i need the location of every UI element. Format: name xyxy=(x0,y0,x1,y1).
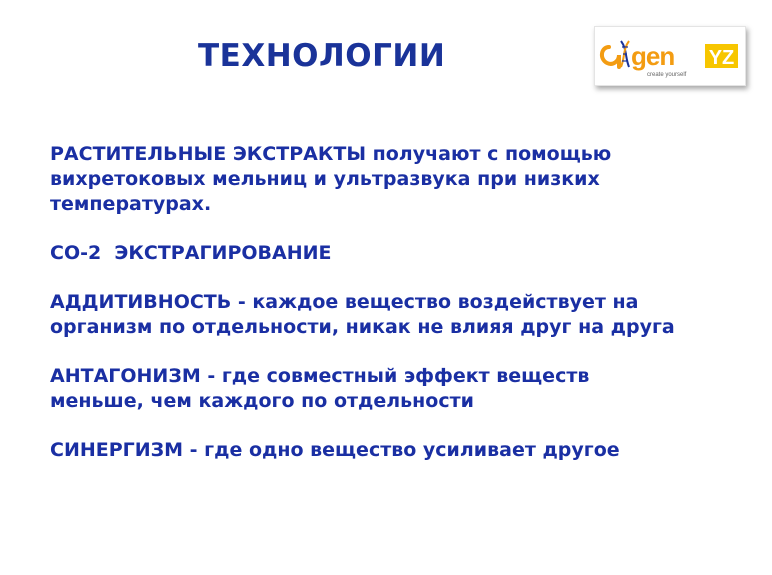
agenyz-logo xyxy=(594,26,746,86)
paragraph-co2-extraction xyxy=(50,241,750,266)
text-line: СИНЕРГИЗМ - где одно вещество усиливает другое xyxy=(50,439,620,461)
logo-letter-g: gen xyxy=(631,41,675,71)
logo-yz-text: YZ xyxy=(708,47,735,69)
agenyz-logo-graphic xyxy=(595,27,745,85)
text-line: меньше, чем каждого по отдельности xyxy=(50,390,474,412)
text-line: вихретоковых мельниц и ультразвука при низких xyxy=(50,168,600,190)
text-line: АДДИТИВНОСТЬ - каждое вещество воздействует на xyxy=(50,291,639,313)
paragraph-antagonism xyxy=(50,364,750,414)
logo-tagline: create yourself xyxy=(647,72,687,78)
text-line: АНТАГОНИЗМ - где совместный эффект веществ xyxy=(50,365,590,387)
text-line: СО-2 ЭКСТРАГИРОВАНИЕ xyxy=(50,242,332,264)
dna-icon xyxy=(602,41,629,67)
slide-content xyxy=(50,142,750,463)
text-line: организм по отдельности, никак не влияя друг на друга xyxy=(50,316,675,338)
text-line: температурах. xyxy=(50,193,212,215)
paragraph-plant-extracts xyxy=(50,142,750,217)
slide-title: ТЕХНОЛОГИИ xyxy=(198,38,446,74)
paragraph-synergism xyxy=(50,438,750,463)
text-line: РАСТИТЕЛЬНЫЕ ЭКСТРАКТЫ получают с помощью xyxy=(50,143,612,165)
paragraph-additivity xyxy=(50,290,750,340)
